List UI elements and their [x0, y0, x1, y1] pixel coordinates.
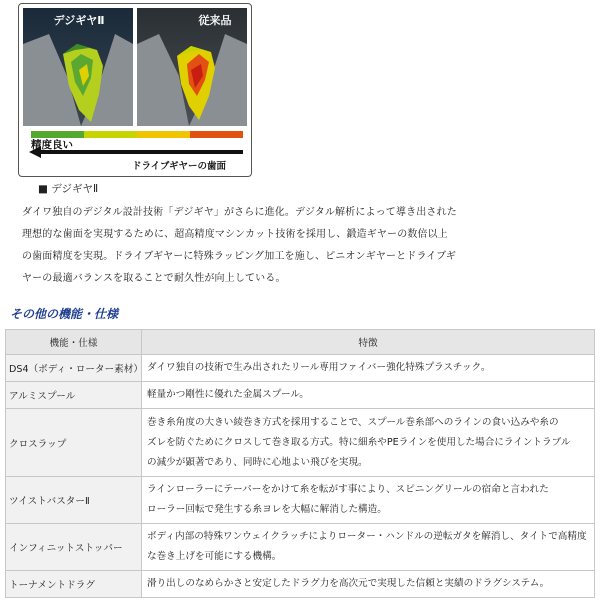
spec-name: クロスラップ: [6, 409, 142, 477]
spec-name: インフィニットストッパー: [6, 524, 142, 571]
spec-feature-line: ローラー回転で発生する糸ヨレを大幅に解消した構造。: [147, 504, 387, 515]
digigear-description: [22, 182, 462, 290]
table-row: [6, 477, 595, 524]
scale-segment-fair: [137, 131, 190, 138]
description-line: 理想的な歯面を実現するために、超高精度マシンカット技術を採用し、鍛造ギヤーの数倍以上: [22, 229, 448, 240]
spec-feature-line: ダイワ独自の技術で生み出されたリール専用ファイバー強化特殊プラスチック。: [147, 362, 491, 373]
section-title: その他の機能・仕様: [10, 307, 119, 321]
description-line: ダイワ独自のデジタル設計技術「デジギヤ」がさらに進化。デジタル解析によって導き出された: [22, 207, 457, 218]
spec-feature-line: の減少が顕著であり、同時に心地よい飛びを実現。: [147, 456, 368, 468]
spec-feature: [142, 382, 595, 409]
accuracy-color-scale: [31, 131, 243, 138]
table-row: [6, 409, 595, 477]
spec-feature: [142, 477, 595, 524]
scale-segment-good: [84, 131, 137, 138]
spec-name: DS4（ボディ・ローター素材）: [6, 355, 142, 382]
spec-feature-line: 滑り出しのなめらかさと安定したドラグ力を高次元で実現した信頼と実績のドラグシステム。: [147, 578, 550, 589]
spec-name: アルミスプール: [6, 382, 142, 409]
gear-comparison-figure: [18, 3, 252, 177]
spec-feature-line: ボディ内部の特殊ワンウェイクラッチによりローター・ハンドルの逆転ガタを解消し、タイトで高精度: [147, 531, 587, 542]
table-row: [6, 355, 595, 382]
conventional-label: 従来品: [198, 14, 232, 27]
table-row: [6, 524, 595, 571]
accuracy-caption: 精度良い: [31, 139, 73, 151]
table-row: [6, 382, 595, 409]
description-line: ヤーの最適バランスを取ることで耐久性が向上している。: [22, 273, 286, 284]
conventional-panel: [137, 8, 247, 126]
spec-feature-line: ズレを防ぐためにクロスして巻き取る方式。特に細糸やPEラインを使用した場合にライントラブル: [147, 436, 571, 448]
spec-feature-line: 軽量かつ剛性に優れた金属スプール。: [147, 389, 309, 400]
spec-feature: [142, 571, 595, 598]
spec-name: ツイストバスターⅡ: [6, 477, 142, 524]
spec-feature-line: 巻き糸角度の大きい綾巻き方式を採用することで、スプール巻糸部へのラインの食い込みや糸の: [147, 416, 559, 428]
scale-segment-best: [31, 131, 84, 138]
header-characteristic: 特徴: [142, 330, 595, 355]
spec-feature-line: ラインローラーにテーパーをかけて糸を転がす事により、スピニングリールの宿命と言われた: [147, 484, 549, 495]
spec-feature: [142, 355, 595, 382]
description-title: ■ デジギヤⅡ: [38, 183, 99, 195]
header-feature: 機能・仕様: [6, 330, 142, 355]
scale-segment-poor: [190, 131, 243, 138]
gear-comparison-graphic: [19, 4, 251, 176]
digigear-panel: [23, 8, 133, 126]
spec-feature: [142, 409, 595, 477]
spec-table-header: [6, 330, 595, 355]
digigear-label: デジギヤⅡ: [53, 14, 105, 27]
table-row: [6, 571, 595, 598]
spec-table: [5, 329, 595, 598]
spec-name: トーナメントドラグ: [6, 571, 142, 598]
spec-feature-line: な巻き上げを可能にする機構。: [147, 551, 282, 562]
description-line: の歯面精度を実現。ドライブギヤーに特殊ラッピング加工を施し、ピニオンギヤーとドライブギ: [22, 251, 457, 262]
spec-feature: [142, 524, 595, 571]
drive-gear-surface-caption: ドライブギヤーの歯面: [131, 161, 227, 172]
description-body: [22, 202, 462, 290]
